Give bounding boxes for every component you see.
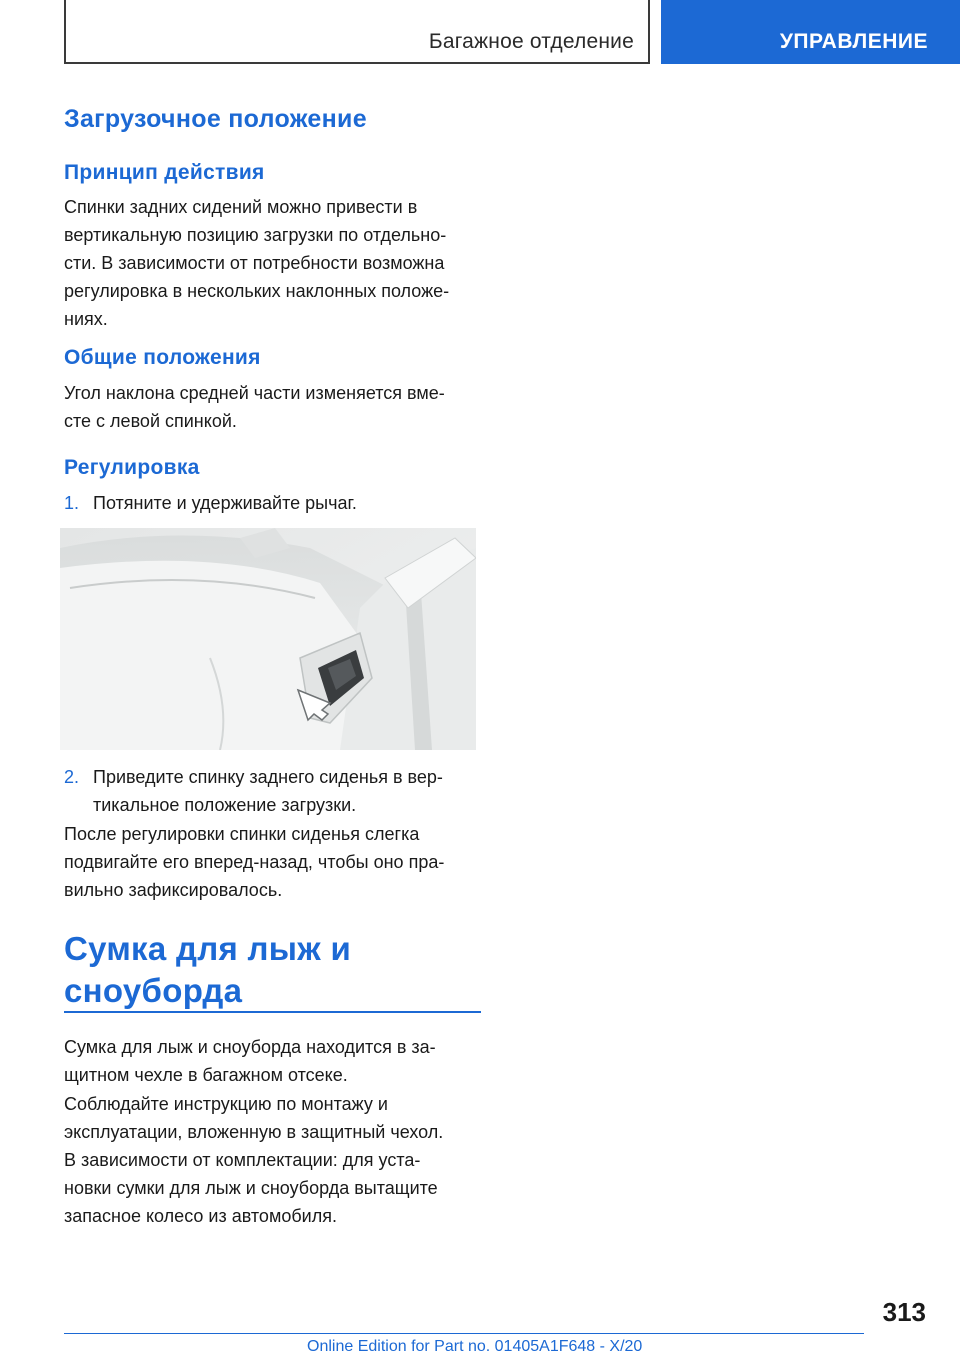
section-title-underline: [64, 1011, 481, 1013]
section-title-ski-bag: [64, 928, 484, 1012]
section-title-loading: Загрузочное положение: [64, 105, 367, 133]
list-item-step-1: [64, 489, 484, 517]
heading-general: Общие положения: [64, 346, 261, 369]
seat-lever-drawing: [60, 528, 476, 750]
footer-edition-text: Online Edition for Part no. 01405A1F648 - X/20: [307, 1338, 643, 1355]
text-line: запасное колесо из автомобиля.: [64, 1206, 337, 1226]
text-line: подвигайте его вперед-назад, чтобы оно пра-: [64, 852, 445, 872]
footer-divider: [64, 1333, 864, 1334]
text-line: ниях.: [64, 309, 108, 329]
paragraph-principle: [64, 193, 484, 333]
text-line: вертикальную позицию загрузки по отдельно-: [64, 225, 447, 245]
text-line: Спинки задних сидений можно привести в: [64, 197, 418, 217]
page-number: 313: [882, 1297, 926, 1327]
step-text: [93, 763, 484, 819]
step-text: Потяните и удерживайте рычаг.: [93, 493, 357, 513]
step-number: 1.: [64, 493, 80, 513]
text-line: тикальное положение загрузки.: [93, 795, 357, 815]
text-line: новки сумки для лыж и сноуборда вытащите: [64, 1178, 438, 1198]
title-line: Сумка для лыж и: [64, 930, 352, 967]
paragraph-general: [64, 379, 484, 435]
text-line: Сумка для лыж и сноуборда находится в за-: [64, 1037, 436, 1057]
header-chapter-tab: [661, 0, 960, 64]
heading-principle: Принцип действия: [64, 161, 265, 184]
header-chapter-title: УПРАВЛЕНИЕ: [779, 30, 928, 53]
text-line: эксплуатации, вложенную в защитный чехол.: [64, 1122, 444, 1142]
header-section-title: Багажное отделение: [428, 30, 634, 53]
text-line: Соблюдайте инструкцию по монтажу и: [64, 1094, 388, 1114]
list-item-step-2: [64, 763, 484, 819]
paragraph-after-adjustment: [64, 820, 484, 904]
text-line: Угол наклона средней части изменяется вме-: [64, 383, 445, 403]
text-line: Приведите спинку заднего сиденья в вер-: [93, 767, 443, 787]
paragraph-ski-bag-location: [64, 1033, 484, 1089]
text-line: После регулировки спинки сиденья слегка: [64, 824, 420, 844]
text-line: вильно зафиксировалось.: [64, 880, 283, 900]
text-line: сте с левой спинкой.: [64, 411, 237, 431]
header-section-box: [64, 0, 650, 64]
heading-adjustment: Регулировка: [64, 456, 200, 479]
text-line: В зависимости от комплектации: для уста-: [64, 1150, 421, 1170]
seat-lever-illustration: [60, 528, 476, 750]
paragraph-ski-bag-spare-wheel: [64, 1146, 484, 1230]
paragraph-ski-bag-instructions: [64, 1090, 484, 1146]
text-line: щитном чехле в багажном отсеке.: [64, 1065, 348, 1085]
step-number: 2.: [64, 767, 80, 787]
text-line: регулировка в нескольких наклонных положе-: [64, 281, 450, 301]
title-line: сноуборда: [64, 972, 243, 1009]
text-line: сти. В зависимости от потребности возможна: [64, 253, 445, 273]
